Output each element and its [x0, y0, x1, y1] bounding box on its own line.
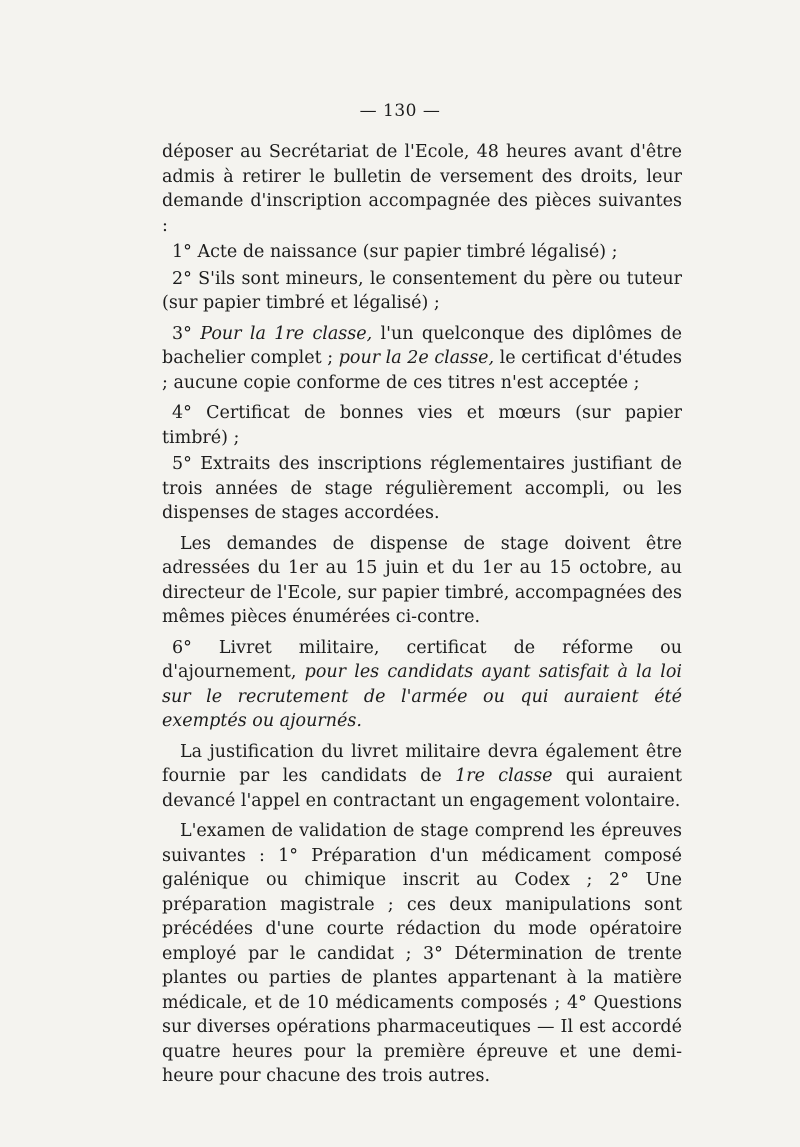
- list-item-3-second-class: pour la 2e classe,: [338, 348, 495, 368]
- list-item-3-text-end: le certificat d'études ; aucune copie conforme de ces titres n'est acceptée ;: [162, 348, 683, 393]
- list-item-6-italic: pour les candidats ayant satisfait à la loi sur le recrutement de l'armée ou qui auraient été exemptés ou ajournés.: [162, 662, 682, 731]
- paragraph-dispense: Les demandes de dispense de stage doivent être adressées du 1er au 15 juin et du 1er au 15 octobre, au directeur de l'Ecole, sur papier timbré, accompagnées des mêmes pièces énumérées ci-contre.: [162, 533, 682, 627]
- justification-class: 1re classe: [455, 766, 553, 786]
- justification-text-end: qui auraient devancé l'appel en contractant un engagement volontaire.: [162, 766, 682, 811]
- list-item-3: [162, 322, 682, 396]
- page-number: — 130 —: [359, 101, 441, 121]
- list-item-4: 4° Certificat de bonnes vies et mœurs (sur papier timbré) ;: [162, 403, 682, 448]
- body-text: [162, 140, 682, 1091]
- list-item-1: 1° Acte de naissance (sur papier timbré légalisé) ;: [172, 242, 618, 262]
- list-item-6-text: 6° Livret militaire, certificat de réforme ou d'ajournement,: [162, 637, 682, 682]
- list-item-2: 2° S'ils sont mineurs, le consentement du père ou tuteur (sur papier timbré et légalisé) ;: [162, 268, 682, 313]
- justification-text: La justification du livret militaire devra également être fournie par les candidats de: [162, 741, 682, 786]
- list-item-3-text: l'un quelconque des diplômes de bachelier complet ;: [162, 323, 682, 368]
- list-item-3-number: 3°: [172, 323, 201, 344]
- list-item-3-first-class: Pour la 1re classe,: [200, 323, 373, 344]
- paragraph-justification: [162, 740, 682, 814]
- paragraph-intro: déposer au Secrétariat de l'Ecole, 48 heures avant d'être admis à retirer le bulletin de versement des droits, leur demande d'inscription accompagnée des pièces suivantes :: [162, 142, 682, 236]
- list-item-6: [162, 636, 682, 734]
- paragraph-examen: L'examen de validation de stage comprend les épreuves suivantes : 1° Préparation d'un médicament composé galénique ou chimique inscrit au Codex ; 2° Une préparation magistrale ; ces deux manipulations sont précédées d'une courte rédaction du mode opératoire employé par le candidat ; 3° Détermination de trente plantes ou parties de plantes appartenant à la matière médicale, et de 10 médicaments composés ; 4° Questions sur diverses opérations pharmaceutiques — Il est accordé quatre heures pour la première épreuve et une demi-heure pour chacune des trois autres.: [162, 821, 682, 1086]
- list-item-5: 5° Extraits des inscriptions réglementaires justifiant de trois années de stage régulièrement accompli, ou les dispenses de stages accordées.: [162, 454, 682, 523]
